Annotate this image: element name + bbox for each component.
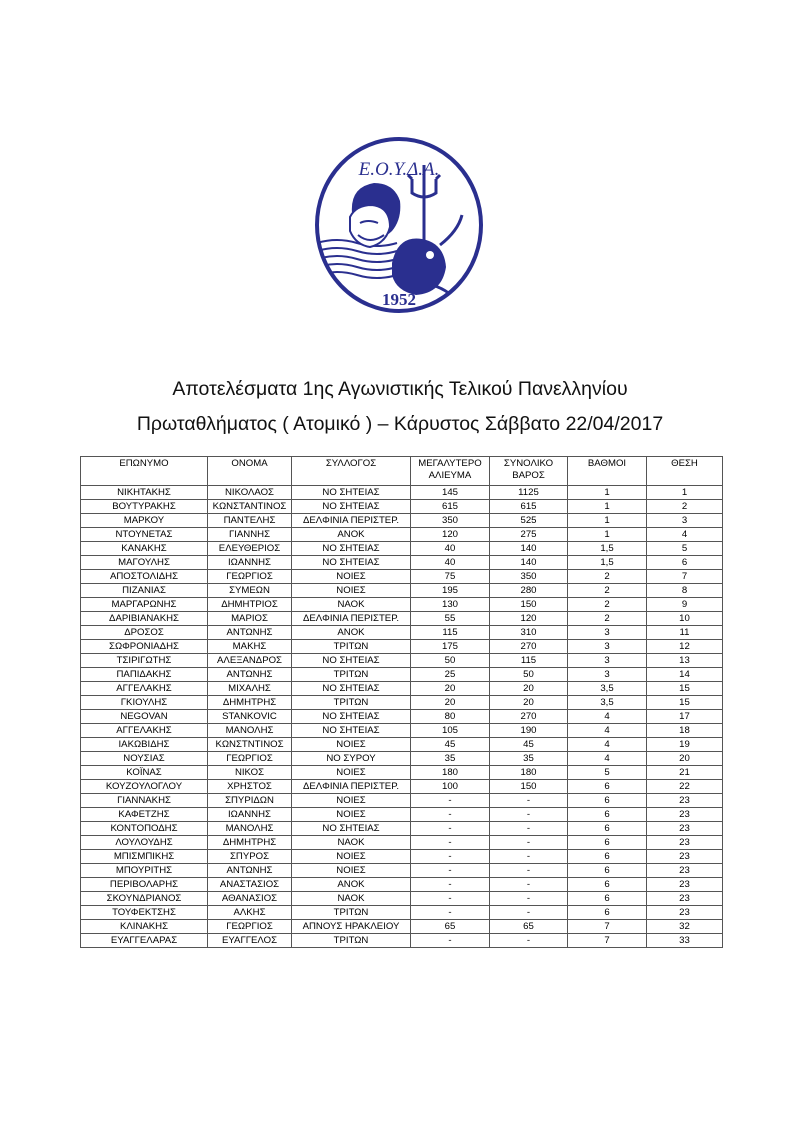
cell-first-name: ΔΗΜΗΤΡΗΣ	[208, 836, 292, 850]
cell-surname: ΜΑΡΚΟΥ	[81, 514, 208, 528]
cell-largest-catch: 100	[411, 780, 490, 794]
table-row	[81, 570, 723, 584]
cell-points: 2	[568, 612, 647, 626]
cell-rank: 23	[647, 808, 723, 822]
cell-largest-catch: 35	[411, 752, 490, 766]
cell-largest-catch: 105	[411, 724, 490, 738]
cell-total-weight: 270	[490, 640, 568, 654]
cell-points: 6	[568, 794, 647, 808]
cell-rank: 12	[647, 640, 723, 654]
cell-largest-catch: 350	[411, 514, 490, 528]
cell-rank: 1	[647, 486, 723, 500]
cell-surname: ΜΑΡΓΑΡΩΝΗΣ	[81, 598, 208, 612]
cell-total-weight: 150	[490, 598, 568, 612]
cell-rank: 33	[647, 934, 723, 948]
table-row	[81, 878, 723, 892]
cell-points: 4	[568, 752, 647, 766]
cell-rank: 23	[647, 878, 723, 892]
cell-total-weight: -	[490, 878, 568, 892]
column-header-first-name: ΟΝΟΜΑ	[208, 457, 292, 486]
club-emblem-icon	[312, 135, 487, 315]
cell-first-name: ΓΙΑΝΝΗΣ	[208, 528, 292, 542]
table-row	[81, 836, 723, 850]
cell-largest-catch: -	[411, 794, 490, 808]
table-row	[81, 486, 723, 500]
cell-total-weight: -	[490, 808, 568, 822]
cell-total-weight: 525	[490, 514, 568, 528]
cell-rank: 21	[647, 766, 723, 780]
cell-first-name: ΕΛΕΥΘΕΡΙΟΣ	[208, 542, 292, 556]
cell-total-weight: -	[490, 836, 568, 850]
cell-first-name: ΔΗΜΗΤΡΙΟΣ	[208, 598, 292, 612]
cell-points: 3	[568, 640, 647, 654]
cell-points: 1	[568, 486, 647, 500]
cell-first-name: ΣΠΥΡΙΔΩΝ	[208, 794, 292, 808]
cell-largest-catch: 115	[411, 626, 490, 640]
cell-surname: ΙΑΚΩΒΙΔΗΣ	[81, 738, 208, 752]
cell-points: 4	[568, 710, 647, 724]
cell-surname: ΝΟΥΣΙΑΣ	[81, 752, 208, 766]
cell-points: 6	[568, 780, 647, 794]
cell-rank: 22	[647, 780, 723, 794]
table-row	[81, 598, 723, 612]
table-row	[81, 612, 723, 626]
cell-rank: 5	[647, 542, 723, 556]
column-header-rank: ΘΕΣΗ	[647, 457, 723, 486]
cell-total-weight: 140	[490, 556, 568, 570]
cell-surname: ΠΑΠΙΔΑΚΗΣ	[81, 668, 208, 682]
table-row	[81, 654, 723, 668]
cell-largest-catch: 175	[411, 640, 490, 654]
cell-largest-catch: 120	[411, 528, 490, 542]
table-row	[81, 626, 723, 640]
cell-total-weight: -	[490, 822, 568, 836]
cell-largest-catch: 40	[411, 542, 490, 556]
cell-rank: 23	[647, 836, 723, 850]
cell-first-name: ΚΩΝΣΤΝΤΙΝΟΣ	[208, 738, 292, 752]
cell-surname: ΜΠΙΣΜΠΙΚΗΣ	[81, 850, 208, 864]
cell-largest-catch: -	[411, 850, 490, 864]
cell-total-weight: 65	[490, 920, 568, 934]
cell-points: 7	[568, 934, 647, 948]
cell-surname: ΚΟΝΤΟΠΟΔΗΣ	[81, 822, 208, 836]
cell-club: ΝΟΙΕΣ	[292, 864, 411, 878]
cell-club: ΑΠΝΟΥΣ ΗΡΑΚΛΕΙΟΥ	[292, 920, 411, 934]
cell-points: 3	[568, 626, 647, 640]
cell-largest-catch: 615	[411, 500, 490, 514]
cell-first-name: ΓΕΩΡΓΙΟΣ	[208, 920, 292, 934]
table-row	[81, 682, 723, 696]
cell-largest-catch: -	[411, 822, 490, 836]
cell-club: ΤΡΙΤΩΝ	[292, 934, 411, 948]
cell-club: ΝΑΟΚ	[292, 892, 411, 906]
cell-total-weight: 180	[490, 766, 568, 780]
column-header-points: ΒΑΘΜΟΙ	[568, 457, 647, 486]
table-row	[81, 864, 723, 878]
cell-rank: 23	[647, 850, 723, 864]
cell-points: 6	[568, 822, 647, 836]
cell-points: 2	[568, 570, 647, 584]
cell-points: 6	[568, 850, 647, 864]
cell-rank: 15	[647, 682, 723, 696]
cell-points: 3	[568, 654, 647, 668]
cell-rank: 6	[647, 556, 723, 570]
cell-first-name: ΝΙΚΟΣ	[208, 766, 292, 780]
cell-first-name: ΑΘΑΝΑΣΙΟΣ	[208, 892, 292, 906]
cell-surname: ΓΙΑΝΝΑΚΗΣ	[81, 794, 208, 808]
cell-first-name: ΜΑΡΙΟΣ	[208, 612, 292, 626]
cell-surname: ΑΠΟΣΤΟΛΙΔΗΣ	[81, 570, 208, 584]
cell-surname: ΝΤΟΥΝΕΤΑΣ	[81, 528, 208, 542]
cell-points: 2	[568, 584, 647, 598]
cell-largest-catch: -	[411, 892, 490, 906]
cell-surname: ΤΣΙΡΙΓΩΤΗΣ	[81, 654, 208, 668]
cell-club: ΝΟΙΕΣ	[292, 766, 411, 780]
cell-total-weight: 50	[490, 668, 568, 682]
cell-largest-catch: 40	[411, 556, 490, 570]
column-header-surname: ΕΠΩΝΥΜΟ	[81, 457, 208, 486]
table-header	[81, 457, 723, 486]
cell-surname: ΕΥΑΓΓΕΛΑΡΑΣ	[81, 934, 208, 948]
cell-surname: ΚΑΦΕΤΖΗΣ	[81, 808, 208, 822]
cell-surname: ΒΟΥΤΥΡΑΚΗΣ	[81, 500, 208, 514]
cell-rank: 10	[647, 612, 723, 626]
cell-points: 3,5	[568, 682, 647, 696]
cell-surname: ΝΙΚΗΤΑΚΗΣ	[81, 486, 208, 500]
document-title-line-1: Αποτελέσματα 1ης Αγωνιστικής Τελικού Πανελληνίου	[172, 378, 628, 400]
cell-total-weight: 45	[490, 738, 568, 752]
cell-first-name: ΑΝΤΩΝΗΣ	[208, 626, 292, 640]
cell-surname: ΣΚΟΥΝΔΡΙΑΝΟΣ	[81, 892, 208, 906]
table-row	[81, 780, 723, 794]
cell-points: 6	[568, 878, 647, 892]
cell-first-name: ΜΑΝΟΛΗΣ	[208, 724, 292, 738]
cell-club: ΝΟ ΣΗΤΕΙΑΣ	[292, 724, 411, 738]
cell-surname: ΑΓΓΕΛΑΚΗΣ	[81, 724, 208, 738]
cell-rank: 8	[647, 584, 723, 598]
cell-first-name: ΑΝΤΩΝΗΣ	[208, 864, 292, 878]
cell-club: ΑΝΟΚ	[292, 528, 411, 542]
cell-total-weight: -	[490, 906, 568, 920]
cell-club: ΝΟΙΕΣ	[292, 808, 411, 822]
cell-rank: 11	[647, 626, 723, 640]
cell-club: ΝΟΙΕΣ	[292, 738, 411, 752]
table-row	[81, 500, 723, 514]
cell-first-name: ΙΩΑΝΝΗΣ	[208, 808, 292, 822]
cell-points: 3,5	[568, 696, 647, 710]
cell-first-name: ΜΑΚΗΣ	[208, 640, 292, 654]
cell-first-name: ΚΩΝΣΤΑΝΤΙΝΟΣ	[208, 500, 292, 514]
cell-largest-catch: -	[411, 808, 490, 822]
cell-club: ΝΟ ΣΗΤΕΙΑΣ	[292, 682, 411, 696]
cell-first-name: STANKOVIC	[208, 710, 292, 724]
table-row	[81, 696, 723, 710]
cell-first-name: ΑΛΕΞΑΝΔΡΟΣ	[208, 654, 292, 668]
cell-club: ΝΟΙΕΣ	[292, 794, 411, 808]
cell-club: ΝΟΙΕΣ	[292, 850, 411, 864]
cell-total-weight: 280	[490, 584, 568, 598]
cell-first-name: ΔΗΜΗΤΡΗΣ	[208, 696, 292, 710]
header-row	[81, 457, 723, 486]
cell-total-weight: 615	[490, 500, 568, 514]
table-row	[81, 906, 723, 920]
cell-first-name: ΜΙΧΑΛΗΣ	[208, 682, 292, 696]
cell-largest-catch: -	[411, 906, 490, 920]
cell-surname: NEGOVAN	[81, 710, 208, 724]
cell-rank: 32	[647, 920, 723, 934]
cell-surname: ΠΙΖΑΝΙΑΣ	[81, 584, 208, 598]
cell-surname: ΑΓΓΕΛΑΚΗΣ	[81, 682, 208, 696]
cell-club: ΝΟ ΣΥΡΟΥ	[292, 752, 411, 766]
cell-largest-catch: 20	[411, 682, 490, 696]
table-row	[81, 542, 723, 556]
cell-total-weight: 270	[490, 710, 568, 724]
table-row	[81, 584, 723, 598]
cell-points: 5	[568, 766, 647, 780]
cell-club: ΔΕΛΦΙΝΙΑ ΠΕΡΙΣΤΕΡ.	[292, 612, 411, 626]
cell-club: ΝΟ ΣΗΤΕΙΑΣ	[292, 822, 411, 836]
cell-club: ΔΕΛΦΙΝΙΑ ΠΕΡΙΣΤΕΡ.	[292, 780, 411, 794]
cell-rank: 23	[647, 822, 723, 836]
cell-points: 6	[568, 892, 647, 906]
cell-total-weight: 1125	[490, 486, 568, 500]
cell-total-weight: 35	[490, 752, 568, 766]
cell-points: 6	[568, 864, 647, 878]
cell-largest-catch: 65	[411, 920, 490, 934]
cell-first-name: ΣΠΥΡΟΣ	[208, 850, 292, 864]
cell-largest-catch: 80	[411, 710, 490, 724]
cell-largest-catch: 45	[411, 738, 490, 752]
cell-largest-catch: 145	[411, 486, 490, 500]
table-row	[81, 556, 723, 570]
cell-points: 1	[568, 528, 647, 542]
cell-first-name: ΣΥΜΕΩΝ	[208, 584, 292, 598]
cell-largest-catch: 20	[411, 696, 490, 710]
cell-rank: 23	[647, 794, 723, 808]
cell-largest-catch: -	[411, 836, 490, 850]
cell-largest-catch: 25	[411, 668, 490, 682]
cell-total-weight: -	[490, 892, 568, 906]
cell-rank: 13	[647, 654, 723, 668]
cell-club: ΝΟ ΣΗΤΕΙΑΣ	[292, 556, 411, 570]
table-row	[81, 794, 723, 808]
cell-total-weight: 20	[490, 682, 568, 696]
cell-club: ΝΟΙΕΣ	[292, 584, 411, 598]
cell-largest-catch: 130	[411, 598, 490, 612]
club-logo	[312, 135, 487, 315]
cell-total-weight: -	[490, 934, 568, 948]
cell-club: ΤΡΙΤΩΝ	[292, 696, 411, 710]
cell-total-weight: 120	[490, 612, 568, 626]
cell-first-name: ΠΑΝΤΕΛΗΣ	[208, 514, 292, 528]
logo-year: 1952	[382, 290, 416, 309]
cell-first-name: ΑΝΤΩΝΗΣ	[208, 668, 292, 682]
cell-largest-catch: 75	[411, 570, 490, 584]
cell-rank: 23	[647, 892, 723, 906]
cell-club: ΝΟ ΣΗΤΕΙΑΣ	[292, 486, 411, 500]
cell-points: 4	[568, 724, 647, 738]
cell-points: 3	[568, 668, 647, 682]
cell-points: 2	[568, 598, 647, 612]
cell-largest-catch: -	[411, 934, 490, 948]
cell-rank: 9	[647, 598, 723, 612]
cell-points: 6	[568, 836, 647, 850]
cell-surname: ΜΑΓΟΥΛΗΣ	[81, 556, 208, 570]
cell-club: ΔΕΛΦΙΝΙΑ ΠΕΡΙΣΤΕΡ.	[292, 514, 411, 528]
cell-surname: ΔΑΡΙΒΙΑΝΑΚΗΣ	[81, 612, 208, 626]
cell-club: ΝΟ ΣΗΤΕΙΑΣ	[292, 500, 411, 514]
cell-surname: ΔΡΟΣΟΣ	[81, 626, 208, 640]
cell-largest-catch: 180	[411, 766, 490, 780]
cell-rank: 20	[647, 752, 723, 766]
cell-total-weight: 275	[490, 528, 568, 542]
cell-rank: 23	[647, 906, 723, 920]
cell-points: 1,5	[568, 556, 647, 570]
cell-club: ΤΡΙΤΩΝ	[292, 906, 411, 920]
table-row	[81, 640, 723, 654]
cell-surname: ΜΠΟΥΡΙΤΗΣ	[81, 864, 208, 878]
cell-first-name: ΧΡΗΣΤΟΣ	[208, 780, 292, 794]
table-row	[81, 822, 723, 836]
cell-rank: 23	[647, 864, 723, 878]
column-header-club: ΣΥΛΛΟΓΟΣ	[292, 457, 411, 486]
cell-club: ΑΝΟΚ	[292, 878, 411, 892]
cell-largest-catch: 195	[411, 584, 490, 598]
cell-total-weight: 150	[490, 780, 568, 794]
cell-surname: ΓΚΙΟΥΛΗΣ	[81, 696, 208, 710]
table-row	[81, 850, 723, 864]
cell-largest-catch: -	[411, 878, 490, 892]
table-row	[81, 766, 723, 780]
cell-points: 7	[568, 920, 647, 934]
cell-points: 1	[568, 514, 647, 528]
cell-first-name: ΓΕΩΡΓΙΟΣ	[208, 752, 292, 766]
table-row	[81, 668, 723, 682]
cell-points: 6	[568, 808, 647, 822]
table-row	[81, 528, 723, 542]
column-header-largest-catch: ΜΕΓΑΛΥΤΕΡΟ ΑΛΙΕΥΜΑ	[411, 457, 490, 486]
table-row	[81, 710, 723, 724]
cell-surname: ΚΛΙΝΑΚΗΣ	[81, 920, 208, 934]
cell-club: ΤΡΙΤΩΝ	[292, 640, 411, 654]
cell-first-name: ΕΥΑΓΓΕΛΟΣ	[208, 934, 292, 948]
table-row	[81, 752, 723, 766]
table-row	[81, 920, 723, 934]
cell-club: ΝΟ ΣΗΤΕΙΑΣ	[292, 710, 411, 724]
cell-rank: 15	[647, 696, 723, 710]
cell-surname: ΤΟΥΦΕΚΤΣΗΣ	[81, 906, 208, 920]
cell-rank: 3	[647, 514, 723, 528]
table-row	[81, 738, 723, 752]
cell-first-name: ΑΛΚΗΣ	[208, 906, 292, 920]
cell-rank: 17	[647, 710, 723, 724]
cell-club: ΝΟ ΣΗΤΕΙΑΣ	[292, 542, 411, 556]
table-row	[81, 514, 723, 528]
cell-total-weight: 115	[490, 654, 568, 668]
cell-total-weight: -	[490, 794, 568, 808]
cell-rank: 2	[647, 500, 723, 514]
column-header-total-weight: ΣΥΝΟΛΙΚΟ ΒΑΡΟΣ	[490, 457, 568, 486]
cell-surname: ΛΟΥΛΟΥΔΗΣ	[81, 836, 208, 850]
cell-club: ΝΑΟΚ	[292, 598, 411, 612]
cell-first-name: ΙΩΑΝΝΗΣ	[208, 556, 292, 570]
cell-total-weight: 350	[490, 570, 568, 584]
cell-first-name: ΓΕΩΡΓΙΟΣ	[208, 570, 292, 584]
cell-rank: 4	[647, 528, 723, 542]
cell-first-name: ΑΝΑΣΤΑΣΙΟΣ	[208, 878, 292, 892]
cell-largest-catch: 50	[411, 654, 490, 668]
cell-club: ΑΝΟΚ	[292, 626, 411, 640]
cell-first-name: ΝΙΚΟΛΑΟΣ	[208, 486, 292, 500]
cell-points: 1	[568, 500, 647, 514]
cell-first-name: ΜΑΝΟΛΗΣ	[208, 822, 292, 836]
cell-surname: ΚΑΝΑΚΗΣ	[81, 542, 208, 556]
cell-rank: 19	[647, 738, 723, 752]
table-row	[81, 892, 723, 906]
table-body	[81, 486, 723, 948]
cell-points: 6	[568, 906, 647, 920]
document-title-line-2: Πρωταθλήματος ( Ατομικό ) – Κάρυστος Σάββατο 22/04/2017	[136, 413, 664, 435]
cell-rank: 7	[647, 570, 723, 584]
cell-total-weight: -	[490, 850, 568, 864]
cell-total-weight: 140	[490, 542, 568, 556]
cell-total-weight: 20	[490, 696, 568, 710]
cell-rank: 14	[647, 668, 723, 682]
cell-rank: 18	[647, 724, 723, 738]
cell-surname: ΚΟΪΝΑΣ	[81, 766, 208, 780]
results-table	[80, 456, 723, 948]
table-row	[81, 808, 723, 822]
cell-club: ΝΑΟΚ	[292, 836, 411, 850]
cell-club: ΝΟ ΣΗΤΕΙΑΣ	[292, 654, 411, 668]
cell-points: 1,5	[568, 542, 647, 556]
cell-total-weight: -	[490, 864, 568, 878]
cell-surname: ΠΕΡΙΒΟΛΑΡΗΣ	[81, 878, 208, 892]
cell-total-weight: 310	[490, 626, 568, 640]
cell-points: 4	[568, 738, 647, 752]
table-row	[81, 934, 723, 948]
logo-text: Ε.Ο.Υ.Δ.Α.	[358, 159, 440, 180]
cell-total-weight: 190	[490, 724, 568, 738]
table-row	[81, 724, 723, 738]
cell-club: ΤΡΙΤΩΝ	[292, 668, 411, 682]
cell-club: ΝΟΙΕΣ	[292, 570, 411, 584]
cell-surname: ΚΟΥΖΟΥΛΟΓΛΟΥ	[81, 780, 208, 794]
cell-largest-catch: 55	[411, 612, 490, 626]
cell-largest-catch: -	[411, 864, 490, 878]
cell-surname: ΣΩΦΡΟΝΙΑΔΗΣ	[81, 640, 208, 654]
